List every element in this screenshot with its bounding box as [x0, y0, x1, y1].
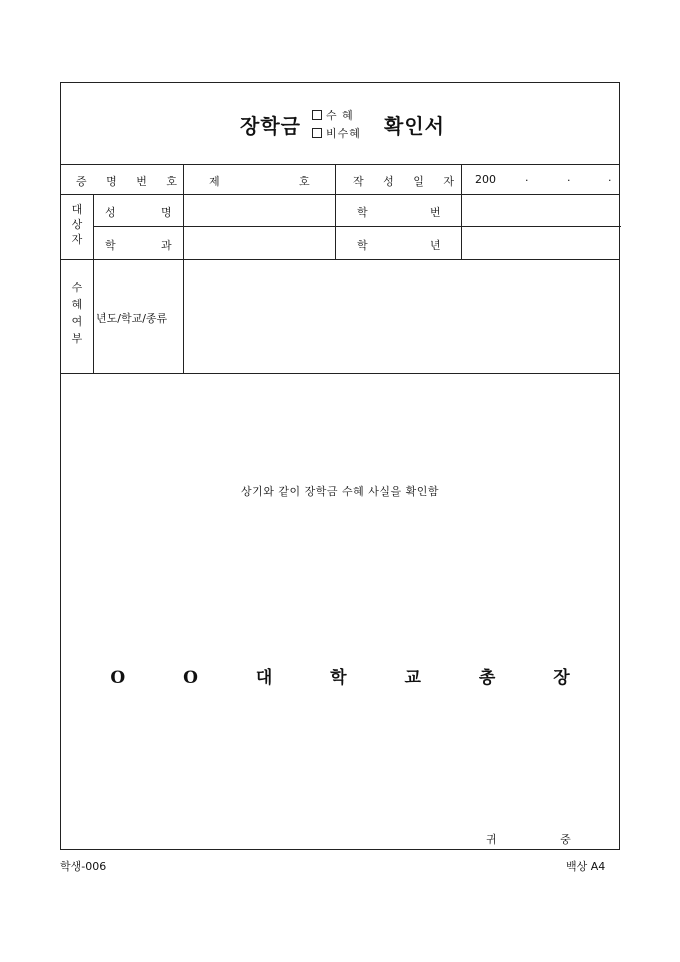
option-not-received-label: 비수혜	[326, 127, 361, 140]
option-received-label: 수 혜	[326, 109, 354, 122]
received-label-char: 부	[71, 332, 83, 345]
received-label-char: 여	[71, 315, 83, 328]
col-divider	[93, 194, 94, 373]
option-not-received[interactable]	[312, 125, 361, 141]
received-label-char: 수	[71, 281, 83, 294]
option-received[interactable]	[312, 107, 354, 123]
title-area	[61, 83, 619, 165]
target-label	[70, 202, 84, 247]
addressee: 귀 중	[486, 833, 601, 846]
name-label-1: 성	[105, 206, 116, 219]
cert-no-prefix: 제	[209, 175, 220, 188]
target-label-char: 상	[71, 218, 83, 231]
form-code: 학생-006	[60, 860, 107, 873]
year-school-type-label: 년도/학교/종류	[96, 312, 168, 325]
dept-label-1: 학	[105, 239, 116, 252]
target-label-char: 자	[71, 233, 83, 246]
row-divider	[61, 194, 619, 195]
date-dot: .	[608, 171, 612, 184]
row-divider	[61, 373, 619, 374]
target-label-char: 대	[71, 203, 83, 216]
checkbox-not-received[interactable]	[312, 128, 322, 138]
student-id-label-1: 학	[357, 206, 368, 219]
cert-no-label: 증 명 번 호	[76, 175, 185, 188]
name-label-2: 명	[161, 206, 172, 219]
confirmation-statement: 상기와 같이 장학금 수혜 사실을 확인함	[241, 485, 439, 498]
cert-no-suffix: 호	[299, 175, 310, 188]
title-tail: 확인서	[384, 114, 445, 138]
date-dot: .	[567, 171, 571, 184]
col-divider	[183, 164, 184, 373]
date-dot: .	[525, 171, 529, 184]
title-main: 장학금	[240, 114, 301, 138]
dept-label-2: 과	[161, 239, 172, 252]
row-divider	[93, 226, 621, 227]
date-year: 200	[475, 173, 496, 186]
certificate-form	[60, 82, 620, 850]
university-president: O O 대 학 교 총 장	[110, 668, 596, 688]
row-divider	[61, 259, 619, 260]
student-id-label-2: 번	[430, 206, 441, 219]
checkbox-received[interactable]	[312, 110, 322, 120]
grade-label-2: 년	[430, 239, 441, 252]
paper-spec: 백상 A4	[566, 860, 606, 873]
received-label	[70, 279, 84, 347]
grade-label-1: 학	[357, 239, 368, 252]
received-label-char: 혜	[71, 298, 83, 311]
date-label: 작 성 일 자	[353, 175, 462, 188]
col-divider	[335, 164, 336, 259]
